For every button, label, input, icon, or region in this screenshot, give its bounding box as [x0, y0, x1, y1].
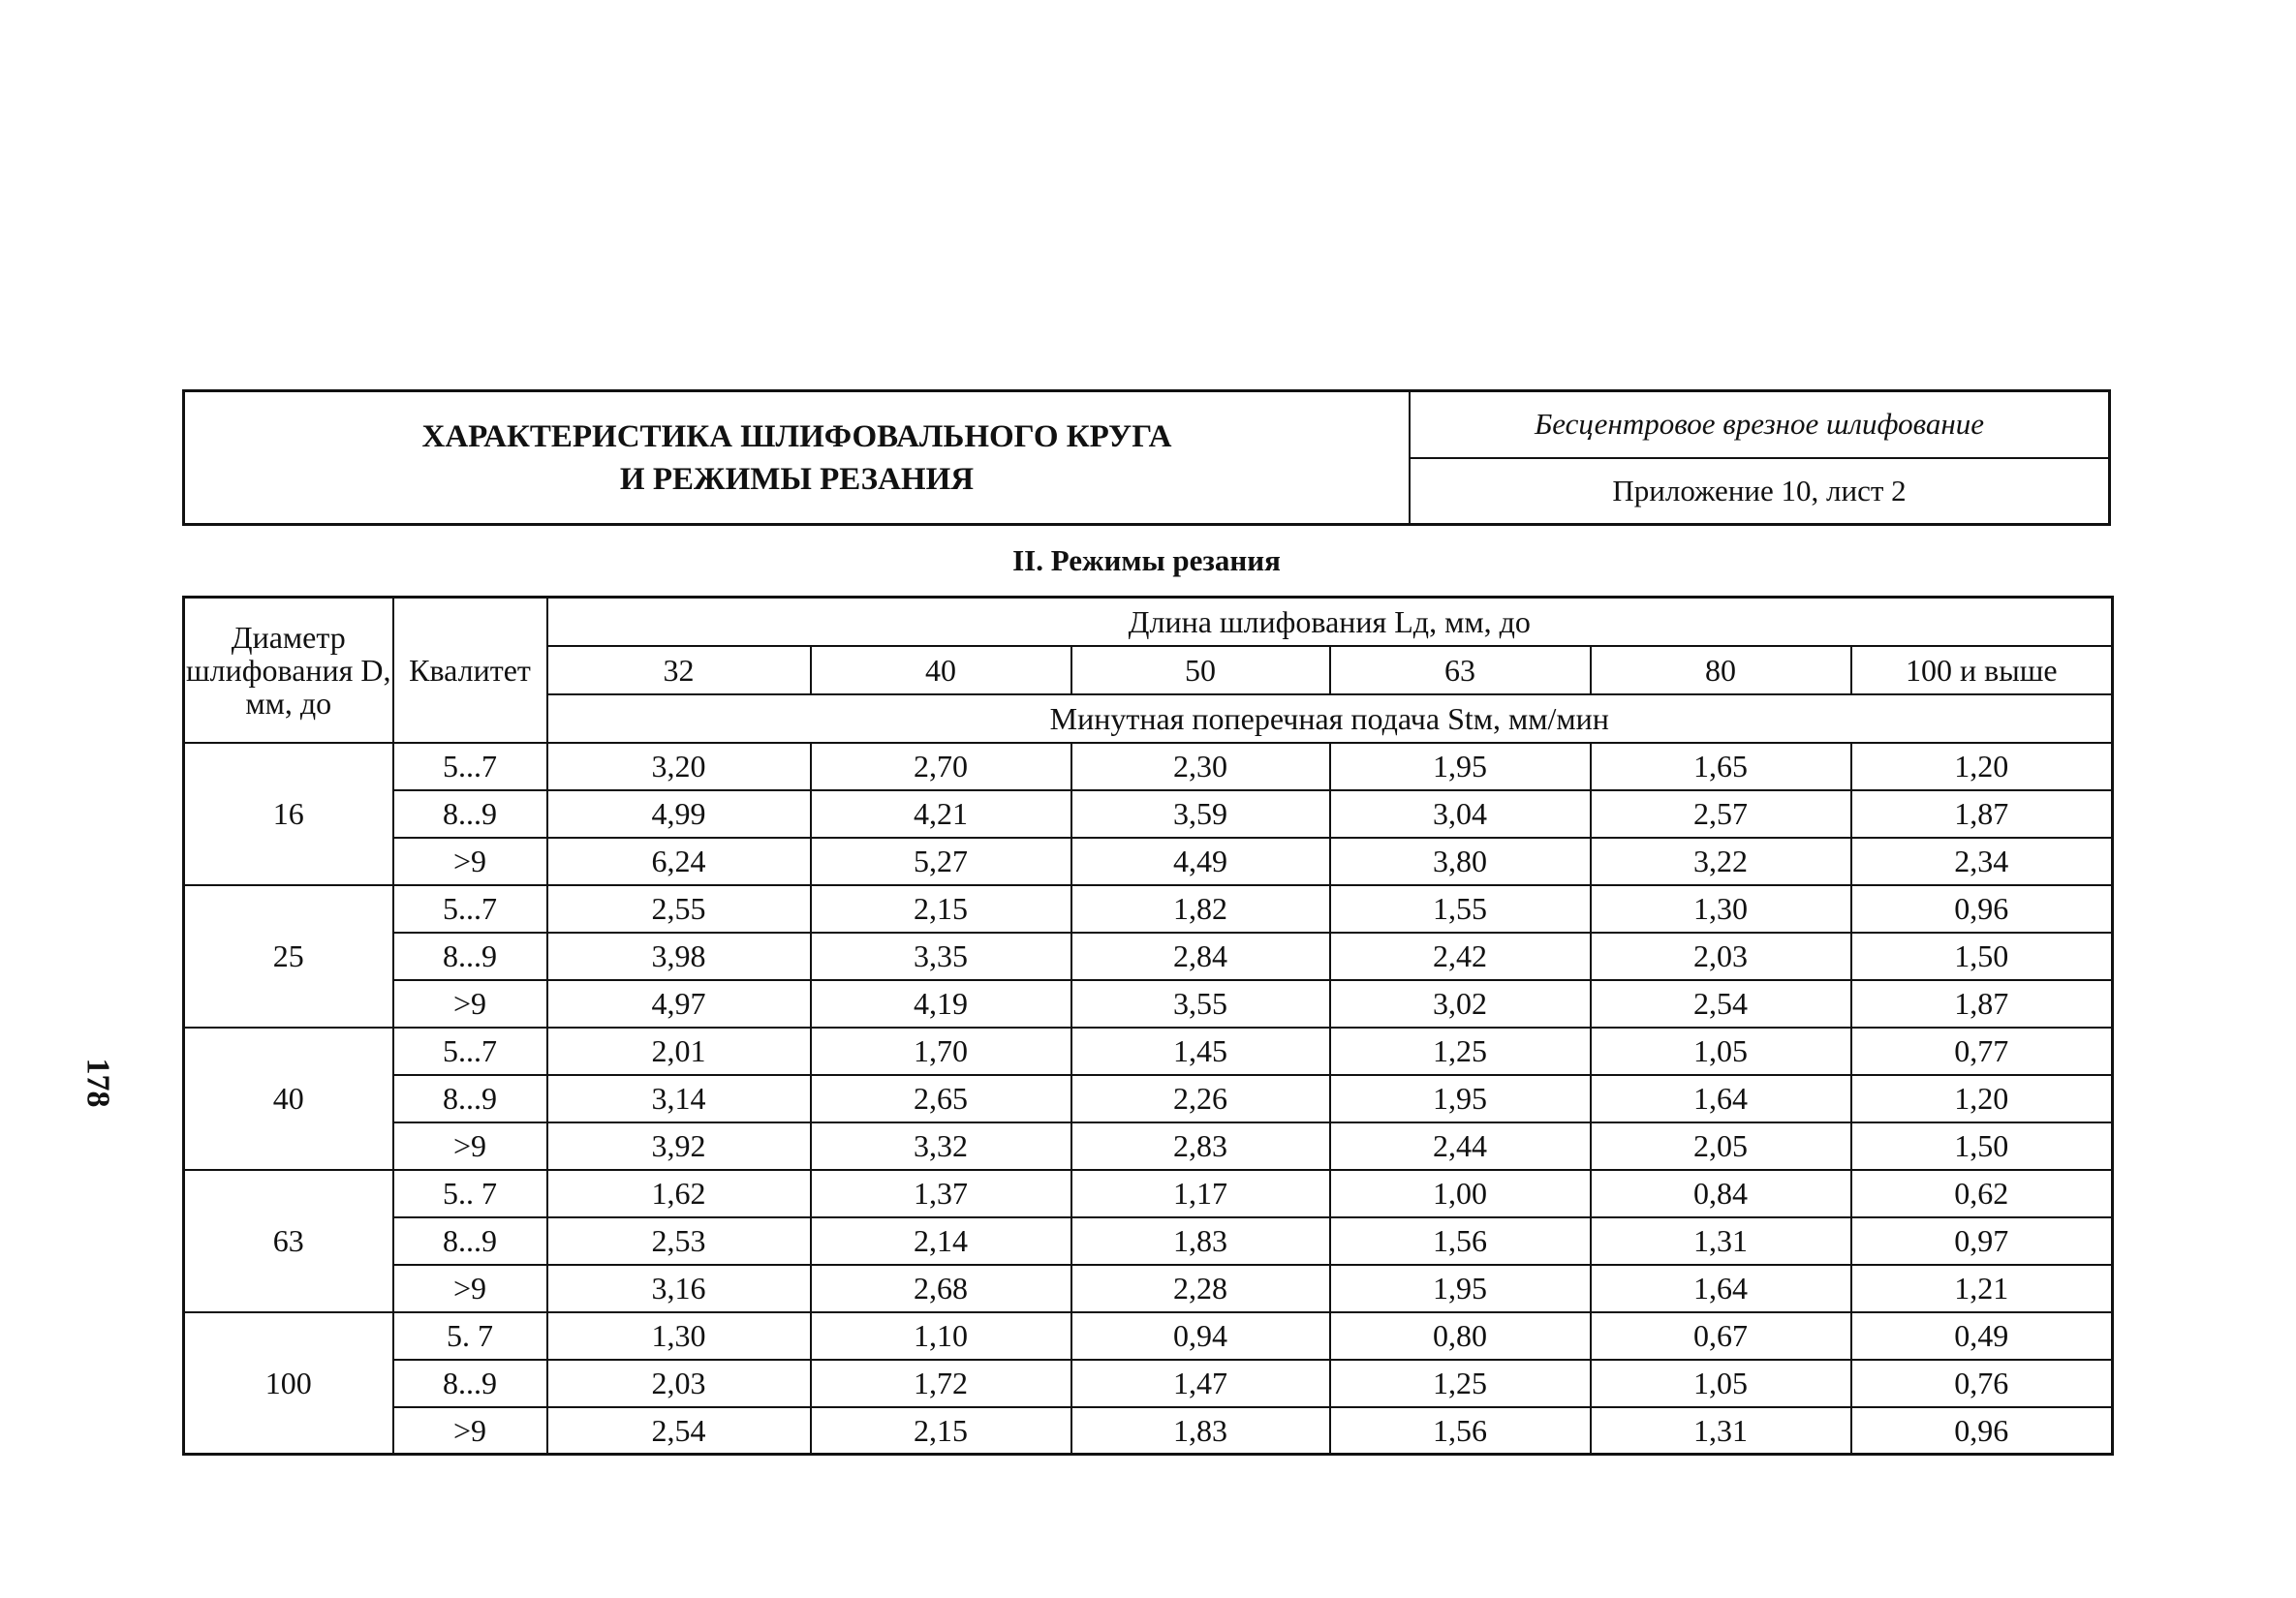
cutting-modes-table	[182, 596, 2114, 1456]
cell-feed-value: 0,67	[1591, 1312, 1851, 1360]
cell-feed-value: 1,50	[1851, 1122, 2113, 1170]
cell-grade: >9	[393, 1122, 547, 1170]
cell-feed-value: 0,84	[1591, 1170, 1851, 1217]
table-row	[184, 790, 2113, 838]
cell-feed-value: 1,56	[1330, 1407, 1591, 1455]
table-row	[184, 1265, 2113, 1312]
table-row	[184, 1407, 2113, 1455]
table-row	[184, 838, 2113, 885]
cell-feed-value: 3,92	[547, 1122, 811, 1170]
cell-feed-value: 2,26	[1071, 1075, 1330, 1122]
cell-feed-value: 3,04	[1330, 790, 1591, 838]
cell-feed-value: 1,31	[1591, 1217, 1851, 1265]
cell-grade: >9	[393, 980, 547, 1028]
cell-feed-value: 3,59	[1071, 790, 1330, 838]
cell-feed-value: 1,72	[811, 1360, 1071, 1407]
cell-feed-value: 2,15	[811, 1407, 1071, 1455]
cell-feed-value: 3,14	[547, 1075, 811, 1122]
cell-feed-value: 1,30	[547, 1312, 811, 1360]
cell-diameter: 100	[184, 1312, 393, 1455]
cell-feed-value: 4,19	[811, 980, 1071, 1028]
cell-feed-value: 2,14	[811, 1217, 1071, 1265]
cell-grade: >9	[393, 1265, 547, 1312]
cell-feed-value: 1,95	[1330, 1075, 1591, 1122]
header-process: Бесцентровое врезное шлифование	[1411, 392, 2108, 459]
cell-feed-value: 1,37	[811, 1170, 1071, 1217]
cell-feed-value: 0,49	[1851, 1312, 2113, 1360]
length-value: 80	[1591, 646, 1851, 694]
cell-grade: >9	[393, 1407, 547, 1455]
section-title: II. Режимы резания	[1012, 543, 1281, 577]
cell-feed-value: 1,20	[1851, 1075, 2113, 1122]
cell-feed-value: 2,54	[547, 1407, 811, 1455]
header-meta	[1411, 392, 2108, 523]
table-row	[184, 933, 2113, 980]
cell-feed-value: 1,82	[1071, 885, 1330, 933]
cell-feed-value: 2,03	[1591, 933, 1851, 980]
cell-feed-value: 3,80	[1330, 838, 1591, 885]
cell-feed-value: 2,68	[811, 1265, 1071, 1312]
cell-feed-value: 5,27	[811, 838, 1071, 885]
cell-feed-value: 2,84	[1071, 933, 1330, 980]
table-row	[184, 980, 2113, 1028]
cell-grade: 5...7	[393, 885, 547, 933]
cell-feed-value: 2,70	[811, 743, 1071, 790]
cell-feed-value: 0,97	[1851, 1217, 2113, 1265]
cell-feed-value: 3,98	[547, 933, 811, 980]
cell-feed-value: 2,83	[1071, 1122, 1330, 1170]
cell-feed-value: 2,05	[1591, 1122, 1851, 1170]
cell-feed-value: 1,70	[811, 1028, 1071, 1075]
cell-feed-value: 3,35	[811, 933, 1071, 980]
cell-diameter: 16	[184, 743, 393, 885]
cell-grade: 5...7	[393, 1028, 547, 1075]
document-header	[182, 389, 2111, 526]
cell-feed-value: 1,45	[1071, 1028, 1330, 1075]
page-number	[79, 1044, 115, 1122]
cell-grade: 8...9	[393, 1217, 547, 1265]
header-title	[185, 392, 1411, 523]
length-value: 50	[1071, 646, 1330, 694]
cell-diameter: 25	[184, 885, 393, 1028]
cell-feed-value: 0,62	[1851, 1170, 2113, 1217]
cell-feed-value: 3,02	[1330, 980, 1591, 1028]
cell-feed-value: 1,30	[1591, 885, 1851, 933]
cell-feed-value: 4,21	[811, 790, 1071, 838]
cell-feed-value: 1,65	[1591, 743, 1851, 790]
cell-feed-value: 1,05	[1591, 1028, 1851, 1075]
length-value: 32	[547, 646, 811, 694]
cell-feed-value: 0,76	[1851, 1360, 2113, 1407]
cell-feed-value: 2,65	[811, 1075, 1071, 1122]
cell-diameter: 63	[184, 1170, 393, 1312]
cell-feed-value: 1,25	[1330, 1028, 1591, 1075]
cell-grade: 5.. 7	[393, 1170, 547, 1217]
table-row	[184, 1312, 2113, 1360]
cell-feed-value: 2,03	[547, 1360, 811, 1407]
cell-grade: 8...9	[393, 1075, 547, 1122]
column-header-diameter: Диаметр шлифования D, мм, до	[184, 598, 393, 743]
cell-feed-value: 1,95	[1330, 743, 1591, 790]
cell-feed-value: 0,77	[1851, 1028, 2113, 1075]
table-row	[184, 1360, 2113, 1407]
header-row-length	[184, 598, 2113, 646]
cell-grade: 5. 7	[393, 1312, 547, 1360]
cell-feed-value: 0,94	[1071, 1312, 1330, 1360]
header-title-line-1: ХАРАКТЕРИСТИКА ШЛИФОВАЛЬНОГО КРУГА	[421, 418, 1172, 454]
table-row	[184, 1170, 2113, 1217]
cell-feed-value: 1,05	[1591, 1360, 1851, 1407]
cell-feed-value: 1,31	[1591, 1407, 1851, 1455]
cell-feed-value: 1,20	[1851, 743, 2113, 790]
length-value: 100 и выше	[1851, 646, 2113, 694]
cell-feed-value: 1,62	[547, 1170, 811, 1217]
cell-feed-value: 1,83	[1071, 1407, 1330, 1455]
cell-feed-value: 2,54	[1591, 980, 1851, 1028]
cell-grade: 5...7	[393, 743, 547, 790]
page-number-text: 178	[79, 1058, 115, 1108]
cell-feed-value: 4,97	[547, 980, 811, 1028]
cell-feed-value: 1,50	[1851, 933, 2113, 980]
cell-feed-value: 2,57	[1591, 790, 1851, 838]
cell-feed-value: 1,56	[1330, 1217, 1591, 1265]
length-value: 63	[1330, 646, 1591, 694]
cell-feed-value: 2,15	[811, 885, 1071, 933]
cell-feed-value: 3,32	[811, 1122, 1071, 1170]
cell-feed-value: 1,95	[1330, 1265, 1591, 1312]
column-header-length: Длина шлифования Lд, мм, до	[547, 598, 2113, 646]
table-row	[184, 1122, 2113, 1170]
table-row	[184, 1217, 2113, 1265]
cell-feed-value: 2,34	[1851, 838, 2113, 885]
cell-feed-value: 1,17	[1071, 1170, 1330, 1217]
cell-grade: 8...9	[393, 790, 547, 838]
cell-grade: >9	[393, 838, 547, 885]
cell-feed-value: 2,42	[1330, 933, 1591, 980]
cell-diameter: 40	[184, 1028, 393, 1170]
cell-feed-value: 1,64	[1591, 1075, 1851, 1122]
cell-feed-value: 1,83	[1071, 1217, 1330, 1265]
cell-feed-value: 1,55	[1330, 885, 1591, 933]
cell-feed-value: 1,10	[811, 1312, 1071, 1360]
cell-feed-value: 0,80	[1330, 1312, 1591, 1360]
cell-feed-value: 0,96	[1851, 885, 2113, 933]
cell-feed-value: 2,44	[1330, 1122, 1591, 1170]
cell-feed-value: 4,49	[1071, 838, 1330, 885]
header-title-line-2: И РЕЖИМЫ РЕЗАНИЯ	[619, 461, 975, 497]
cell-feed-value: 1,64	[1591, 1265, 1851, 1312]
cell-feed-value: 1,00	[1330, 1170, 1591, 1217]
cell-feed-value: 3,55	[1071, 980, 1330, 1028]
cell-feed-value: 1,47	[1071, 1360, 1330, 1407]
table-row	[184, 885, 2113, 933]
column-header-feed: Минутная поперечная подача Stм, мм/мин	[547, 694, 2113, 743]
cell-feed-value: 2,53	[547, 1217, 811, 1265]
cell-feed-value: 3,20	[547, 743, 811, 790]
cell-feed-value: 1,87	[1851, 980, 2113, 1028]
cell-feed-value: 1,87	[1851, 790, 2113, 838]
length-value: 40	[811, 646, 1071, 694]
cell-grade: 8...9	[393, 1360, 547, 1407]
cell-feed-value: 2,30	[1071, 743, 1330, 790]
cell-feed-value: 3,16	[547, 1265, 811, 1312]
cell-feed-value: 0,96	[1851, 1407, 2113, 1455]
cell-feed-value: 4,99	[547, 790, 811, 838]
table-row	[184, 1075, 2113, 1122]
column-header-grade: Квалитет	[393, 598, 547, 743]
header-appendix: Приложение 10, лист 2	[1612, 473, 1907, 507]
cell-feed-value: 2,28	[1071, 1265, 1330, 1312]
cell-feed-value: 2,55	[547, 885, 811, 933]
cell-feed-value: 1,21	[1851, 1265, 2113, 1312]
cell-feed-value: 2,01	[547, 1028, 811, 1075]
cell-feed-value: 6,24	[547, 838, 811, 885]
table-row	[184, 743, 2113, 790]
table-body	[184, 743, 2113, 1455]
cell-grade: 8...9	[393, 933, 547, 980]
cell-feed-value: 1,25	[1330, 1360, 1591, 1407]
table-row	[184, 1028, 2113, 1075]
cell-feed-value: 3,22	[1591, 838, 1851, 885]
